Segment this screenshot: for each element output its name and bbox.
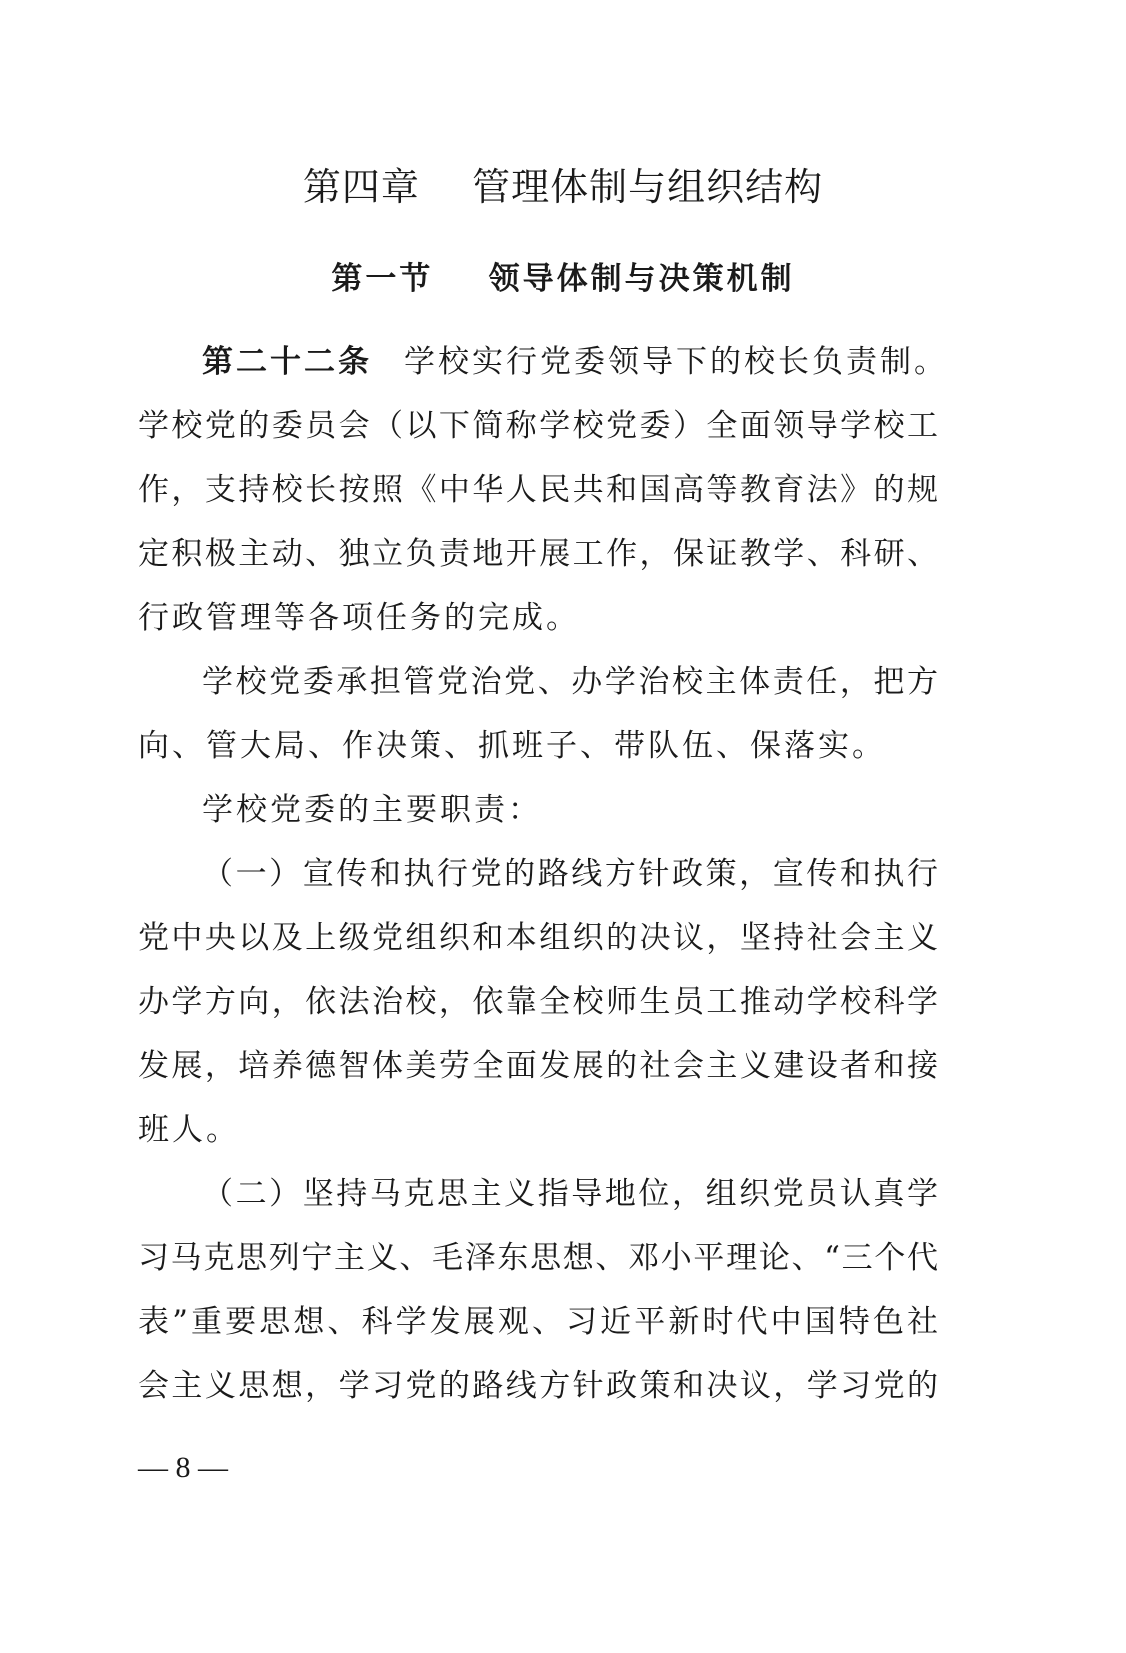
article-first-line [202, 330, 948, 394]
body-line-14: （二）坚持马克思主义指导地位，组织党员认真学 [202, 1176, 938, 1212]
body-line-16: 表”重要思想、科学发展观、习近平新时代中国特色社 [138, 1304, 938, 1340]
body-line-3: 作，支持校长按照《中华人民共和国高等教育法》的规 [138, 472, 938, 508]
article-label: 第二十二条 [202, 344, 372, 380]
body-line-11: 办学方向，依法治校，依靠全校师生员工推动学校科学 [138, 984, 938, 1020]
body-line-13: 班人。 [138, 1112, 240, 1148]
body-line-8: 学校党委的主要职责： [202, 792, 542, 828]
body-line-17: 会主义思想，学习党的路线方针政策和决议，学习党的 [138, 1368, 938, 1404]
body-line-5: 行政管理等各项任务的完成。 [138, 600, 580, 636]
body-line-15: 习马克思列宁主义、毛泽东思想、邓小平理论、“三个代 [138, 1240, 938, 1276]
body-line-12: 发展，培养德智体美劳全面发展的社会主义建设者和接 [138, 1048, 938, 1084]
body-line-7: 向、管大局、作决策、抓班子、带队伍、保落实。 [138, 728, 886, 764]
chapter-title: 第四章 管理体制与组织结构 [302, 165, 824, 209]
body-line-1: 学校实行党委领导下的校长负责制。 [404, 344, 948, 380]
body-line-4: 定积极主动、独立负责地开展工作，保证教学、科研、 [138, 536, 938, 572]
section-title: 第一节 领导体制与决策机制 [331, 261, 795, 297]
body-line-10: 党中央以及上级党组织和本组织的决议，坚持社会主义 [138, 920, 938, 956]
page-number: — 8 — [138, 1451, 228, 1484]
body-line-2: 学校党的委员会（以下简称学校党委）全面领导学校工 [138, 408, 938, 444]
body-line-6: 学校党委承担管党治党、办学治校主体责任，把方 [202, 664, 938, 700]
body-line-9: （一）宣传和执行党的路线方针政策，宣传和执行 [202, 856, 938, 892]
